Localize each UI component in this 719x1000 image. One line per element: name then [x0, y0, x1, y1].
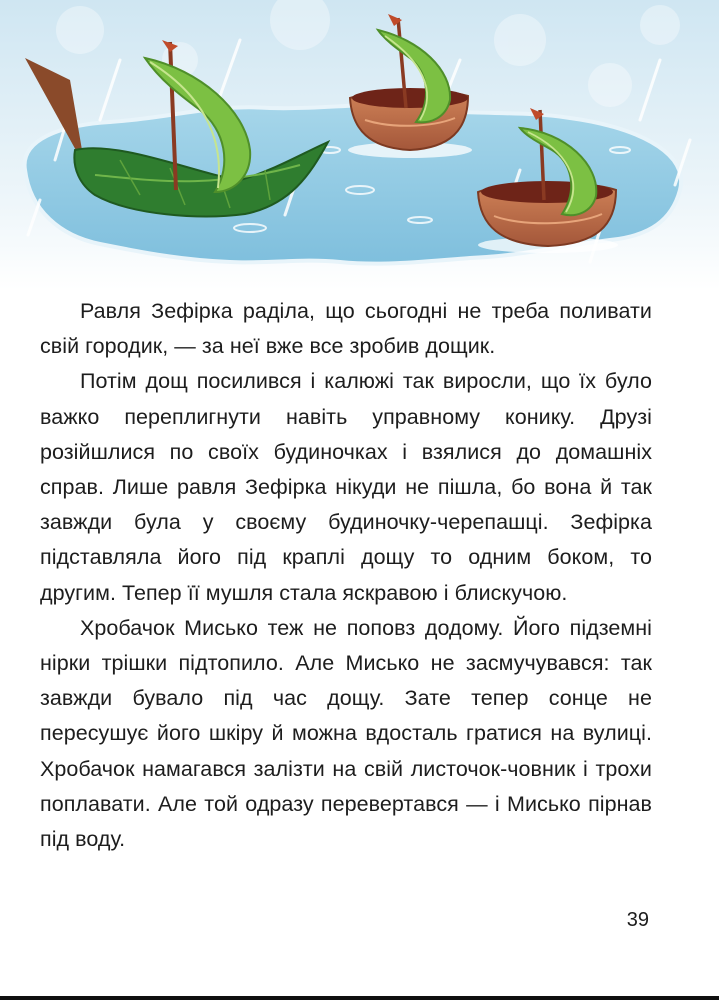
paragraph-1: Равля Зефірка раділа, що сьогодні не треба поливати свій городик, — за неї вже все зробив дощик. — [40, 299, 652, 359]
page-number: 39 — [626, 909, 649, 931]
rain-puddle-illustration — [0, 0, 719, 290]
puddle-scene — [0, 0, 719, 290]
page-bottom-border — [0, 996, 719, 1000]
story-text — [40, 294, 652, 857]
paragraph-2: Потім дощ посилився і калюжі так виросли, що їх було важко переплигнути навіть управному конику. Друзі розійшлися по своїх будиночках і взялися до домашніх справ. Лише равля Зефірка нікуди не пішла, бо вона й так завжди була у своєму будиночку-черепашці. Зефірка підставляла його під краплі дощу то одним боком, то другим. Тепер її мушля стала яскравою і блискучою. — [40, 369, 652, 605]
paragraph-3: Хробачок Мисько теж не поповз додому. Його підземні нірки трішки підтопило. Але Мисько не засмучувався: так завжди бувало під час дощу. Зате тепер сонце не пересушує його шкіру й можна вдосталь гратися на вулиці. Хробачок намагався залізти на свій листочок-човник і трохи поплавати. Але той одразу перевертався — і Мисько пірнав під воду. — [40, 615, 652, 852]
